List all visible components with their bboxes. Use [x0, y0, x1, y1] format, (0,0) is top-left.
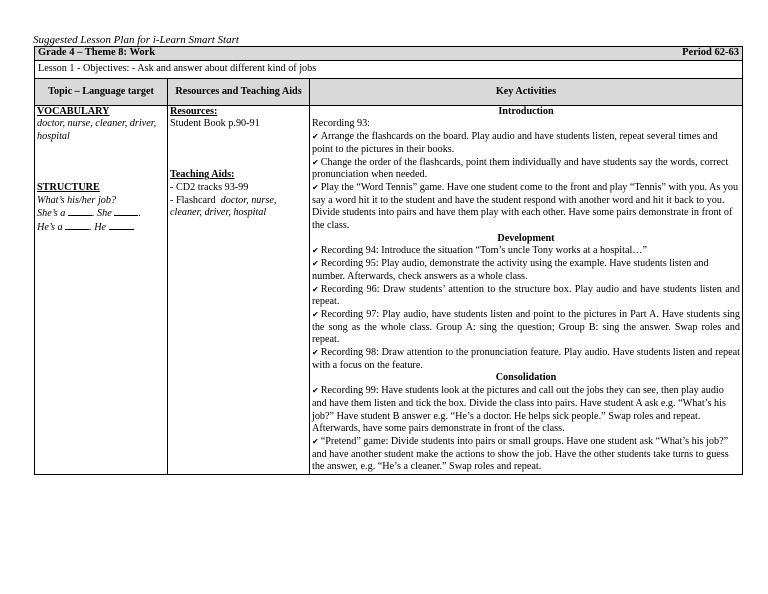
aid-cd: - CD2 tracks 93-99 [170, 181, 249, 193]
check-icon: ✔ [312, 182, 319, 192]
resources-cell [168, 105, 310, 474]
activities-cell [310, 105, 743, 474]
lesson-objectives: Lesson 1 - Objectives: - Ask and answer about different kind of jobs [35, 60, 743, 78]
document-title: Suggested Lesson Plan for i-Learn Smart Start [33, 34, 239, 46]
check-icon: ✔ [312, 132, 319, 142]
recording-93: Recording 93: [312, 118, 371, 130]
check-icon: ✔ [312, 157, 319, 167]
list-item: ✔ Play the “Word Tennis” game. Have one student come to the front and play “Tennis” with you. As you say a word hit it to the student and have the student respond with another word and hit it back to you. Divide students into pairs and have them play with each other. Have some pairs demonstrate in front of the class. [312, 181, 739, 232]
student-book: Student Book p.90-91 [170, 118, 260, 130]
check-icon: ✔ [312, 284, 319, 294]
list-item: ✔ “Pretend” game: Divide students into pairs or small groups. Have one student ask “What’s his job?” and have another student make the actions to show the job. Have the other students take turns to guess the answer, e.g. “He’s a cleaner.” Swap roles and repeat. [312, 435, 729, 473]
list-item: ✔ Recording 98: Draw attention to the pronunciation feature. Play audio. Have students listen and repeat with a focus on the feature. [312, 347, 740, 371]
list-item: ✔ Recording 96: Draw students’ attention to the structure box. Play audio and have students listen and repeat. [312, 283, 740, 308]
introduction-heading: Introduction [498, 105, 554, 117]
content-row [35, 105, 743, 474]
structure-heading: STRUCTURE [37, 181, 100, 193]
resources-heading: Resources: [170, 105, 218, 117]
structure-answer-she: She’s a . She . [37, 208, 141, 220]
check-icon: ✔ [312, 348, 319, 358]
vocabulary-words: doctor, nurse, cleaner, driver, hospital [37, 118, 157, 143]
list-item: ✔ Recording 94: Introduce the situation “Tom’s uncle Tony works at a hospital…” [312, 245, 647, 257]
check-icon: ✔ [312, 386, 319, 396]
list-item: ✔ Recording 99: Have students look at the pictures and call out the jobs they can see, then play audio and have them listen and tick the box. Divide the class into pairs. Have student A ask e.g. “What’s his job?” Have student B answer e.g. “He’s a doctor. He helps sick people.” Swap roles and repeat. Afterwards, have some pairs demonstrate in front of the class. [312, 385, 726, 435]
structure-answer-he: He’s a . He . [37, 221, 136, 233]
list-item: ✔ Change the order of the flashcards, point them individually and have students say the words, correct pronunciation when needed. [312, 156, 729, 181]
column-header-row [35, 78, 743, 105]
period-label: Period 62-63 [682, 47, 739, 58]
vocabulary-heading: VOCABULARY [37, 105, 110, 117]
list-item: ✔ Recording 97: Play audio, have students listen and point to the pictures in Part A. Have students sing the song as the whole class. Group A: sing the question; Group B: sing the answer. Swap roles and repeat. [312, 308, 740, 346]
topic-header: Topic – Language target [35, 78, 168, 105]
grade-theme: Grade 4 – Theme 8: Work [38, 47, 156, 58]
check-icon: ✔ [312, 436, 319, 446]
aid-flashcard: - Flashcard doctor, nurse, cleaner, driver, hospital [170, 194, 277, 219]
check-icon: ✔ [312, 259, 319, 269]
list-item: ✔ Recording 95: Play audio, demonstrate the activity using the example. Have students listen and number. Afterwards, check answers as a whole class. [312, 258, 709, 282]
resources-header: Resources and Teaching Aids [168, 78, 310, 105]
check-icon: ✔ [312, 309, 319, 319]
grade-row [35, 47, 743, 61]
lesson-row [35, 60, 743, 78]
check-icon: ✔ [312, 246, 319, 256]
activities-header: Key Activities [310, 78, 743, 105]
list-item: ✔ Arrange the flashcards on the board. Play audio and have students listen, repeat several times and point to the pictures in their books. [312, 131, 718, 155]
teaching-aids-heading: Teaching Aids: [170, 169, 235, 181]
lesson-plan-table [34, 46, 743, 475]
development-heading: Development [497, 232, 555, 244]
topic-cell [35, 105, 168, 474]
consolidation-heading: Consolidation [495, 372, 557, 384]
structure-question: What’s his/her job? [37, 194, 117, 206]
